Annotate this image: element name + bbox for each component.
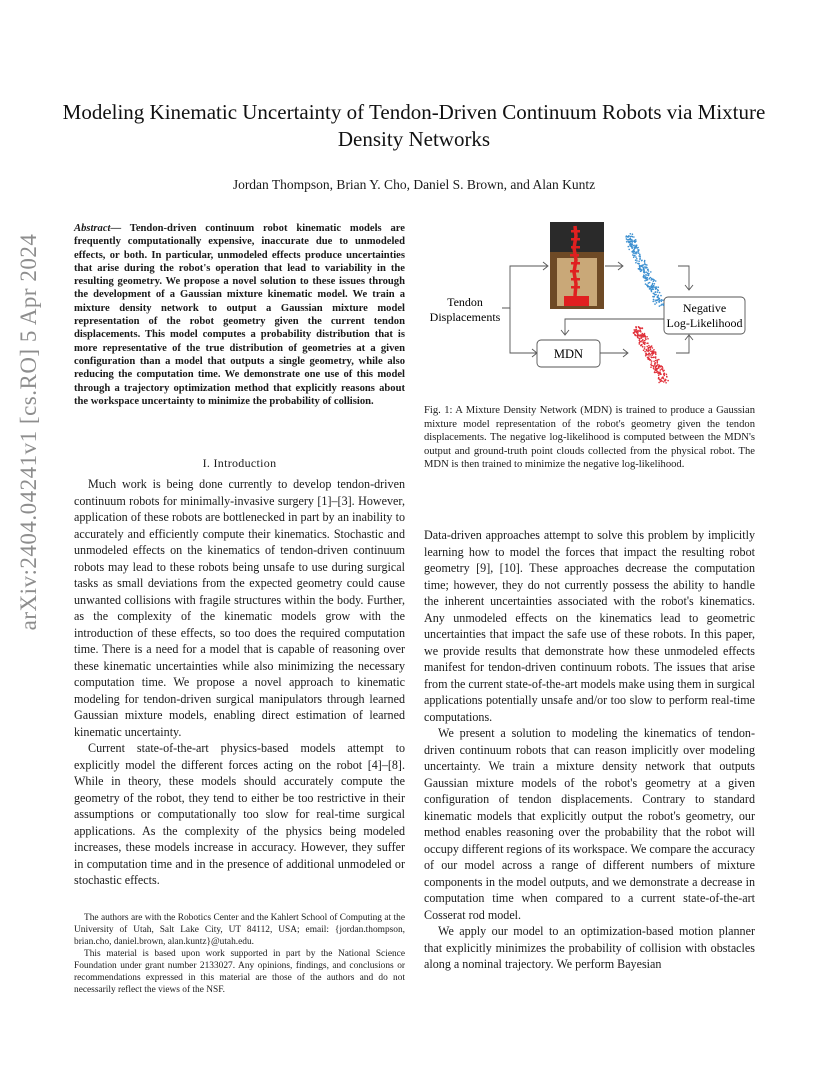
point (647, 277, 649, 279)
point (654, 283, 656, 285)
point (654, 364, 656, 366)
point (663, 378, 665, 380)
point (645, 266, 647, 268)
point (632, 236, 634, 238)
point (657, 297, 659, 299)
point (657, 364, 659, 366)
point (642, 339, 644, 341)
point (636, 332, 638, 334)
point (638, 252, 640, 254)
point (644, 334, 646, 336)
point (656, 302, 658, 304)
point (665, 379, 667, 381)
point (645, 337, 647, 339)
point (663, 373, 665, 375)
point (665, 382, 667, 384)
point (631, 246, 633, 248)
point (626, 241, 628, 243)
point (638, 255, 640, 257)
point (643, 350, 645, 352)
point (644, 260, 646, 262)
point (647, 338, 649, 340)
tendon-label-line2: Displacements (429, 310, 501, 324)
nll-label-line2: Log-Likelihood (666, 316, 743, 330)
point (653, 349, 655, 351)
point (663, 381, 665, 383)
point (648, 345, 650, 347)
intro-paragraph: Much work is being done currently to develop tendon-driven continuum robots for minimally-invasive surgery [1]–[3]. However, application of these robots are bottlenecked in part by an inability to accurately and efficiently compute their kinematics. Stochastic and unmodeled effects on the kinematics of tendon-driven continuum robots may lead to these robots being unsafe to use during surgical tasks as small deviations from the expected geometry could cause unwanted collisions with fragile structures within the body. Further, as the complexity of the kinematic models grow with the introduction of these effects, so too does the required computation time. There is a need for a model that is capable of reasoning over these kinematic uncertainties while also minimizing the necessary computation time. We propose a novel approach to kinematic modeling for tendon-driven surgical manipulators through learned Gaussian mixture models, enabling direct estimation of learned kinematic uncertainty. (74, 477, 405, 739)
point (644, 348, 646, 350)
point (642, 333, 644, 335)
point (650, 290, 652, 292)
point (626, 238, 628, 240)
point (638, 263, 640, 265)
point (649, 278, 651, 280)
point (647, 342, 649, 344)
footnote-funding: This material is based upon work supported in part by the National Science Foundation under grant number 2133027. Any opinions, findings, and conclusions or recommendations expressed in this material are those of the authors and do not necessarily reflect the views of the NSF. (74, 949, 405, 995)
point (628, 249, 630, 251)
point (630, 238, 632, 240)
point (642, 327, 644, 329)
arrow-to-mdn (510, 308, 536, 353)
point (660, 295, 662, 297)
point (646, 279, 648, 281)
point (658, 366, 660, 368)
point (636, 260, 638, 262)
point (637, 337, 639, 339)
point (652, 347, 654, 349)
point (653, 296, 655, 298)
point (639, 254, 641, 256)
point (628, 239, 630, 241)
point (633, 257, 635, 259)
point (656, 371, 658, 373)
point (646, 349, 648, 351)
point (638, 268, 640, 270)
point (658, 377, 660, 379)
point (633, 332, 635, 334)
point (648, 348, 650, 350)
point (636, 329, 638, 331)
point (657, 291, 659, 293)
point (661, 299, 663, 301)
point (666, 374, 668, 376)
point (640, 334, 642, 336)
point (642, 336, 644, 338)
point (656, 359, 658, 361)
point (645, 274, 647, 276)
point (634, 245, 636, 247)
point (656, 362, 658, 364)
point (643, 276, 645, 278)
point (653, 299, 655, 301)
point (630, 243, 632, 245)
point (628, 236, 630, 238)
point (658, 374, 660, 376)
point (654, 279, 656, 281)
point (646, 264, 648, 266)
point (641, 270, 643, 272)
point (626, 236, 628, 238)
point (655, 357, 657, 359)
point (658, 382, 660, 384)
section-heading-introduction: I. Introduction (202, 456, 277, 470)
point (640, 327, 642, 329)
point (633, 329, 635, 331)
figure-1-caption: Fig. 1: A Mixture Density Network (MDN) is trained to produce a Gaussian mixture model representation of the robot's geometry given the tendon displacements. The negative log-likelihood is computed between the MDN's output and ground-truth point clouds collected from the physical robot. The MDN is then trained to minimize the negative log-likelihood. (424, 405, 755, 470)
point (659, 292, 661, 294)
point (628, 242, 630, 244)
point (644, 262, 646, 264)
abstract-text: Tendon-driven continuum robot kinematic models are frequently computationally expensive, inaccurate due to unmodeled effects, or both. In particular, unmodeled effects produce uncertainties that arise during the robot's operation that lead to variability in the resulting geometry. We propose a novel solution to these issues through the development of a Gaussian mixture kinematic model. We train a mixture density network to output a Gaussian mixture model representation of the robot geometry given the current tendon displacements. This model computes a probability distribution that is more representative of the true distribution of geometries at a given configuration than a model that outputs a single geometry, while also reducing the computation time. We demonstrate one use of this model through a trajectory optimization method that explicitly reasons about the workspace uncertainty to minimize the probability of collision. (74, 223, 405, 407)
point (654, 371, 656, 373)
point (635, 253, 637, 255)
point (663, 304, 665, 306)
point (659, 305, 661, 307)
point (658, 286, 660, 288)
point (655, 280, 657, 282)
point (648, 352, 650, 354)
point (632, 241, 634, 243)
point (650, 349, 652, 351)
tendon-label-line1: Tendon (447, 295, 483, 309)
point (650, 364, 652, 366)
point (652, 301, 654, 303)
point (650, 359, 652, 361)
point (651, 278, 653, 280)
point (648, 273, 650, 275)
point (655, 360, 657, 362)
point (655, 368, 657, 370)
point (648, 355, 650, 357)
figure-1-diagram (424, 218, 755, 393)
point (661, 301, 663, 303)
point (656, 286, 658, 288)
point (644, 340, 646, 342)
point (646, 346, 648, 348)
point (650, 366, 652, 368)
point (653, 293, 655, 295)
point (653, 366, 655, 368)
point (663, 370, 665, 372)
point (646, 336, 648, 338)
point (652, 352, 654, 354)
point (662, 367, 664, 369)
point (644, 346, 646, 348)
mdn-label: MDN (553, 347, 584, 361)
point (641, 260, 643, 262)
point (660, 374, 662, 376)
point (636, 251, 638, 253)
point (633, 246, 635, 248)
point (657, 299, 659, 301)
point (633, 250, 635, 252)
point (640, 269, 642, 271)
point (645, 277, 647, 279)
point (658, 359, 660, 361)
nll-label-line1: Negative (682, 301, 727, 315)
point (634, 334, 636, 336)
point (654, 303, 656, 305)
point (664, 375, 666, 377)
point (653, 357, 655, 359)
point (637, 251, 639, 253)
point (631, 239, 633, 241)
point (644, 351, 646, 353)
point (659, 366, 661, 368)
point (639, 257, 641, 259)
point (644, 272, 646, 274)
point (651, 354, 653, 356)
paper-title: Modeling Kinematic Uncertainty of Tendon-Driven Continuum Robots via Mixture Density Networks (62, 100, 766, 151)
body-paragraph: We present a solution to modeling the kinematics of tendon-driven continuum robots that can reason implicitly over modeling uncertainty. We train a mixture density network that outputs Gaussian mixture models of the robot's geometry at a given configuration of tendon displacements. Contrary to standard kinematic models that explicitly output the robot's geometry, our method enables reasoning over the probability that the robot will occupy different regions of its workspace. We compare the accuracy of our model across a range of different numbers of mixture components in the model outputs, and we demonstrate a decrease in computation time when compared to a current state-of-the-art Cosserat rod model. (424, 726, 755, 922)
point (635, 240, 637, 242)
point (639, 266, 641, 268)
point (660, 369, 662, 371)
point (666, 376, 668, 378)
robot-photo (550, 222, 604, 309)
point (633, 236, 635, 238)
point (662, 377, 664, 379)
point (645, 336, 647, 338)
point (630, 236, 632, 238)
point (643, 268, 645, 270)
ground-truth-point-cloud (625, 233, 664, 307)
point (652, 286, 654, 288)
point (654, 294, 656, 296)
point (639, 341, 641, 343)
right-column-text (424, 527, 755, 973)
point (632, 233, 634, 235)
point (640, 345, 642, 347)
arxiv-identifier: arXiv:2404.04241v1 [cs.RO] 5 Apr 2024 (16, 233, 41, 631)
arrow-cloud-to-nll (678, 266, 689, 289)
point (655, 288, 657, 290)
point (639, 338, 641, 340)
point (635, 327, 637, 329)
point (638, 260, 640, 262)
point (657, 371, 659, 373)
point (646, 284, 648, 286)
point (652, 284, 654, 286)
point (650, 350, 652, 352)
point (641, 266, 643, 268)
body-paragraph: We apply our model to an optimization-based motion planner that explicitly minimizes the probability of collision with obstacles along a nominal trajectory. We perform Bayesian (424, 924, 755, 971)
point (649, 287, 651, 289)
point (644, 280, 646, 282)
point (645, 271, 647, 273)
introduction-left-column (74, 476, 405, 889)
point (650, 279, 652, 281)
point (647, 269, 649, 271)
arrow-to-photo (502, 266, 547, 308)
point (655, 367, 657, 369)
abstract (74, 222, 405, 408)
point (638, 326, 640, 328)
abstract-lead: Abstract (74, 223, 111, 234)
abstract-dash: — (110, 223, 130, 234)
point (635, 256, 637, 258)
point (658, 295, 660, 297)
point (634, 255, 636, 257)
point (667, 380, 669, 382)
point (630, 233, 632, 235)
point (643, 343, 645, 345)
point (637, 332, 639, 334)
point (653, 367, 655, 369)
author-list: Jordan Thompson, Brian Y. Cho, Daniel S. Brown, and Alan Kuntz (232, 177, 596, 192)
point (650, 354, 652, 356)
point (649, 282, 651, 284)
point (648, 286, 650, 288)
arrow-red-cloud-to-nll (676, 336, 689, 353)
point (635, 239, 637, 241)
point (634, 241, 636, 243)
point (648, 350, 650, 352)
point (651, 360, 653, 362)
point (637, 335, 639, 337)
point (645, 355, 647, 357)
point (653, 361, 655, 363)
point (660, 379, 662, 381)
point (655, 291, 657, 293)
point (635, 262, 637, 264)
footnotes (74, 912, 405, 996)
point (651, 345, 653, 347)
point (635, 259, 637, 261)
point (649, 346, 651, 348)
point (658, 301, 660, 303)
point (650, 356, 652, 358)
point (633, 245, 635, 247)
intro-paragraph: Current state-of-the-art physics-based models attempt to explicitly model the different forces acting on the robot [4]–[8]. While in theory, these models should accurately compute the geometry of the robot, they tend to either be too restrictive in their assumptions or computationally too slow for real-time surgical applications. As the complexity of the physics being modeled increases, these models increase in accuracy. However, they suffer in computation time and in the presence of additional unmodeled or stochastic effects. (74, 741, 405, 887)
point (661, 304, 663, 306)
point (642, 346, 644, 348)
body-paragraph: Data-driven approaches attempt to solve this problem by implicitly learning how to model the forces that impact the resulting robot geometry [9], [10]. These approaches decrease the computation time; however, they do not currently possess the ability to handle the inherent uncertainties associated with the robot's kinematics. Any unmodeled effects on the kinematics lead to geometric uncertainties that impact the safe use of these robots. In this paper, we provide results that demonstrate how these unmodeled effects manifest for tendon-driven continuum robots. The issues that arise from the current state-of-the-art models make using them in surgical applications potentially unsafe and/or too slow to perform real-time computations. (424, 528, 755, 724)
point (650, 271, 652, 273)
point (651, 362, 653, 364)
point (662, 299, 664, 301)
point (647, 272, 649, 274)
footnote-affiliation: The authors are with the Robotics Center and the Kahlert School of Computing at the University of Utah, Salt Lake City, UT 84112, USA; email: {jordan.thompson, brian.cho, daniel.brown, alan.kuntz}@utah.edu. (74, 913, 405, 947)
point (643, 336, 645, 338)
point (647, 357, 649, 359)
point (636, 258, 638, 260)
point (640, 331, 642, 333)
point (636, 247, 638, 249)
point (631, 242, 633, 244)
point (655, 352, 657, 354)
point (647, 358, 649, 360)
mdn-output-point-cloud (633, 326, 669, 384)
point (645, 283, 647, 285)
point (636, 245, 638, 247)
point (650, 286, 652, 288)
point (655, 299, 657, 301)
point (632, 252, 634, 254)
point (657, 289, 659, 291)
point (628, 246, 630, 248)
arrow-nll-to-mdn (565, 319, 664, 334)
